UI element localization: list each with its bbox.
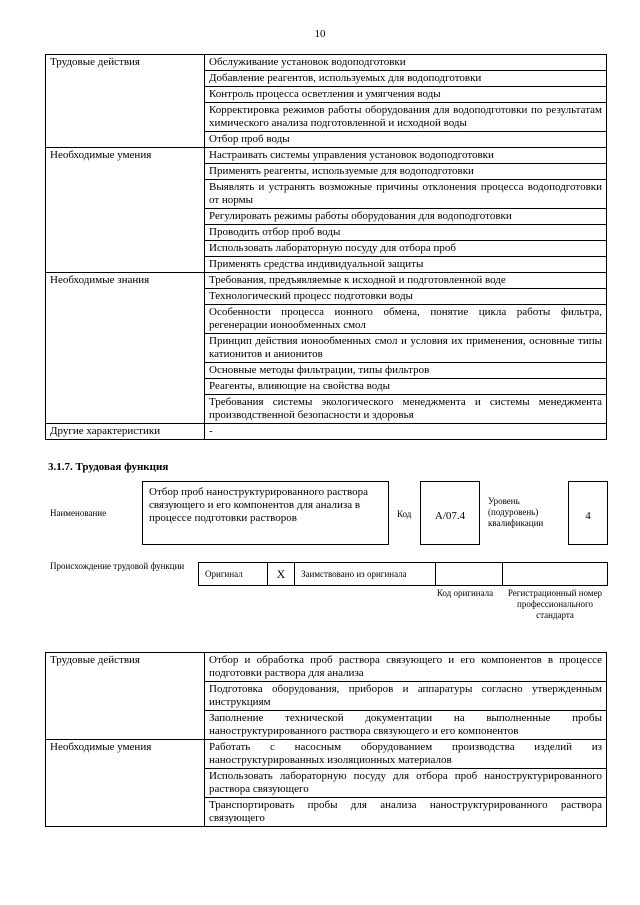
row-item: Требования системы экологического менеджмента и системы менеджмента производственной безопасности и здоровья [205, 395, 607, 424]
row-item: - [205, 424, 607, 440]
row-item: Проводить отбор проб воды [205, 225, 607, 241]
origin-table [198, 562, 608, 586]
table-body [46, 653, 607, 827]
section-heading: 3.1.7. Трудовая функция [48, 461, 169, 473]
row-item: Применять реагенты, используемые для водоподготовки [205, 164, 607, 180]
row-item: Настраивать системы управления установок водоподготовки [205, 148, 607, 164]
code-original-cell [436, 563, 503, 586]
row-item: Подготовка оборудования, приборов и аппаратуры согласно утвержденным инструкциям [205, 682, 607, 711]
row-item: Принцип действия ионообменных смол и условия их применения, основные типы катионитов и анионитов [205, 334, 607, 363]
competency-table-2 [45, 652, 607, 827]
table-row [46, 740, 607, 769]
competency-table-1 [45, 54, 607, 440]
row-item: Требования, предъявляемые к исходной и подготовленной воде [205, 273, 607, 289]
row-item: Основные методы фильтрации, типы фильтров [205, 363, 607, 379]
row-category: Необходимые умения [46, 148, 205, 273]
row-item: Работать с насосным оборудованием производства изделий из наноструктурированных изоляционных материалов [205, 740, 607, 769]
row-item: Добавление реагентов, используемых для водоподготовки [205, 71, 607, 87]
row-item: Использовать лабораторную посуду для отбора проб [205, 241, 607, 257]
row-item: Применять средства индивидуальной защиты [205, 257, 607, 273]
row-item: Отбор проб воды [205, 132, 607, 148]
qualification-level-box: 4 [568, 481, 608, 545]
name-label: Наименование [50, 508, 107, 518]
function-code-box: A/07.4 [420, 481, 480, 545]
table-row [46, 424, 607, 440]
row-category: Трудовые действия [46, 653, 205, 740]
page-number: 10 [314, 28, 326, 40]
row-item: Заполнение технической документации на выполненные пробы наноструктурированного раствора связующего и его компонентов [205, 711, 607, 740]
row-item: Обслуживание установок водоподготовки [205, 55, 607, 71]
table-row [46, 55, 607, 71]
table-row [199, 563, 608, 586]
row-item: Реагенты, влияющие на свойства воды [205, 379, 607, 395]
row-item: Выявлять и устранять возможные причины отклонения процесса водоподготовки от нормы [205, 180, 607, 209]
table-row [46, 148, 607, 164]
reg-number-label: Регистрационный номер профессионального стандарта [507, 588, 603, 620]
code-label: Код [397, 509, 412, 519]
function-name-box: Отбор проб наноструктурированного раствора связующего и его компонентов для анализа в процессе подготовки растворов [142, 481, 389, 545]
borrowed-option: Заимствовано из оригинала [295, 563, 436, 586]
row-item: Использовать лабораторную посуду для отбора проб наноструктурированного раствора связующего [205, 769, 607, 798]
level-label: Уровень (подуровень) квалификации [488, 496, 544, 528]
row-item: Особенности процесса ионного обмена, понятие цикла работы фильтра, регенерации ионообменных смол [205, 305, 607, 334]
row-item: Отбор и обработка проб раствора связующего и его компонентов в процессе подготовки раствора для анализа [205, 653, 607, 682]
origin-mark: X [268, 563, 295, 586]
origin-option: Оригинал [199, 563, 268, 586]
reg-number-cell [503, 563, 608, 586]
row-item: Транспортировать пробы для анализа наноструктурированного раствора связующего [205, 798, 607, 827]
origin-label: Происхождение трудовой функции [50, 561, 185, 571]
row-category: Необходимые умения [46, 740, 205, 827]
row-category: Необходимые знания [46, 273, 205, 424]
row-category: Другие характеристики [46, 424, 205, 440]
row-category: Трудовые действия [46, 55, 205, 148]
table-row [46, 653, 607, 682]
row-item: Корректировка режимов работы оборудования для водоподготовки по результатам химического анализа подготовленной и исходной воды [205, 103, 607, 132]
table-body [46, 55, 607, 440]
row-item: Регулировать режимы работы оборудования для водоподготовки [205, 209, 607, 225]
table-row [46, 273, 607, 289]
row-item: Контроль процесса осветления и умягчения воды [205, 87, 607, 103]
code-original-label: Код оригинала [436, 588, 494, 598]
row-item: Технологический процесс подготовки воды [205, 289, 607, 305]
